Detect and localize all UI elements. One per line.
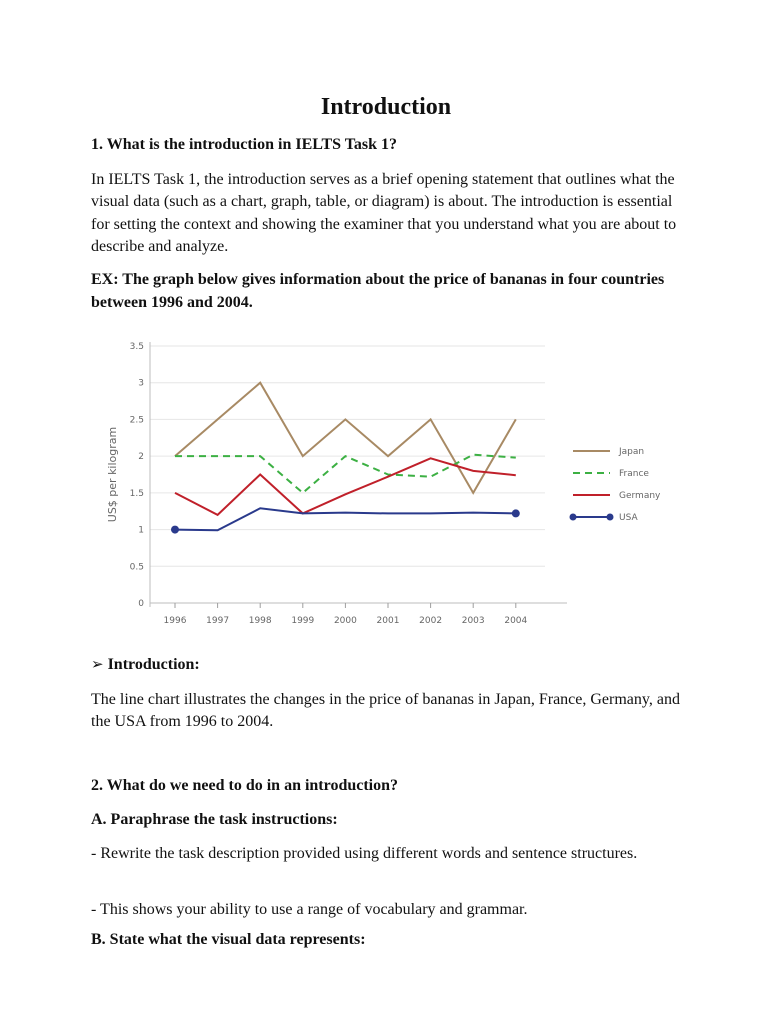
bullet-vocabulary: - This shows your ability to use a range of vocabulary and grammar. bbox=[91, 901, 528, 918]
legend-label-usa: USA bbox=[619, 513, 638, 523]
x-tick-label: 1998 bbox=[248, 616, 272, 626]
y-tick-label: 0.5 bbox=[129, 562, 144, 573]
y-tick-label: 3 bbox=[138, 378, 144, 389]
y-tick-label: 3.5 bbox=[129, 342, 144, 352]
x-tick-label: 1999 bbox=[291, 616, 315, 626]
x-tick-label: 2002 bbox=[419, 616, 443, 626]
x-tick-label: 1997 bbox=[206, 616, 230, 626]
arrow-bullet-icon: ➢ bbox=[91, 655, 104, 673]
x-tick-label: 2000 bbox=[333, 616, 357, 626]
x-tick-label: 1996 bbox=[163, 616, 187, 626]
legend-marker bbox=[607, 514, 614, 521]
question-2-heading: 2. What do we need to do in an introduction? bbox=[91, 777, 399, 794]
y-tick-label: 2 bbox=[138, 452, 144, 463]
legend-label-germany: Germany bbox=[619, 491, 660, 501]
y-tick-label: 1.5 bbox=[129, 488, 144, 499]
series-line-japan bbox=[175, 383, 516, 493]
section-b-heading: B. State what the visual data represents: bbox=[91, 931, 366, 948]
legend-label-japan: Japan bbox=[619, 447, 645, 457]
y-tick-label: 0 bbox=[138, 599, 144, 609]
x-tick-label: 2004 bbox=[504, 616, 528, 626]
x-tick-label: 2001 bbox=[376, 616, 400, 626]
y-tick-label: 2.5 bbox=[129, 415, 144, 426]
x-tick-label: 2003 bbox=[461, 616, 485, 626]
legend-label-france: France bbox=[619, 469, 649, 479]
introduction-heading bbox=[91, 655, 200, 674]
banana-price-line-chart bbox=[100, 334, 660, 634]
series-marker-usa bbox=[171, 526, 179, 534]
series-marker-usa bbox=[512, 509, 520, 517]
sample-introduction: The line chart illustrates the changes in the price of bananas in Japan, France, Germany, and the USA from 1996 to 2004. bbox=[91, 691, 680, 731]
legend-marker bbox=[570, 514, 577, 521]
section-a-heading: A. Paraphrase the task instructions: bbox=[91, 811, 338, 828]
intro-paragraph: In IELTS Task 1, the introduction serves as a brief opening statement that outlines what the visual data (such as a chart, graph, table, or diagram) is about. The introduction is essential for setting the context and showing the examiner that you understand what you are about to describe and analyze. bbox=[91, 171, 677, 256]
y-axis-title: US$ per kilogram bbox=[106, 426, 119, 523]
series-line-usa bbox=[175, 508, 516, 530]
bullet-rewrite: - Rewrite the task description provided using different words and sentence structures. bbox=[91, 845, 638, 862]
page-title: Introduction bbox=[320, 94, 452, 120]
series-line-germany bbox=[175, 458, 516, 515]
series-line-france bbox=[175, 455, 516, 493]
y-tick-label: 1 bbox=[138, 525, 144, 536]
example-prompt: EX: The graph below gives information about the price of bananas in four countries between 1996 and 2004. bbox=[91, 271, 665, 311]
question-1-heading: 1. What is the introduction in IELTS Task 1? bbox=[91, 136, 398, 153]
introduction-heading-label: Introduction: bbox=[107, 656, 200, 673]
